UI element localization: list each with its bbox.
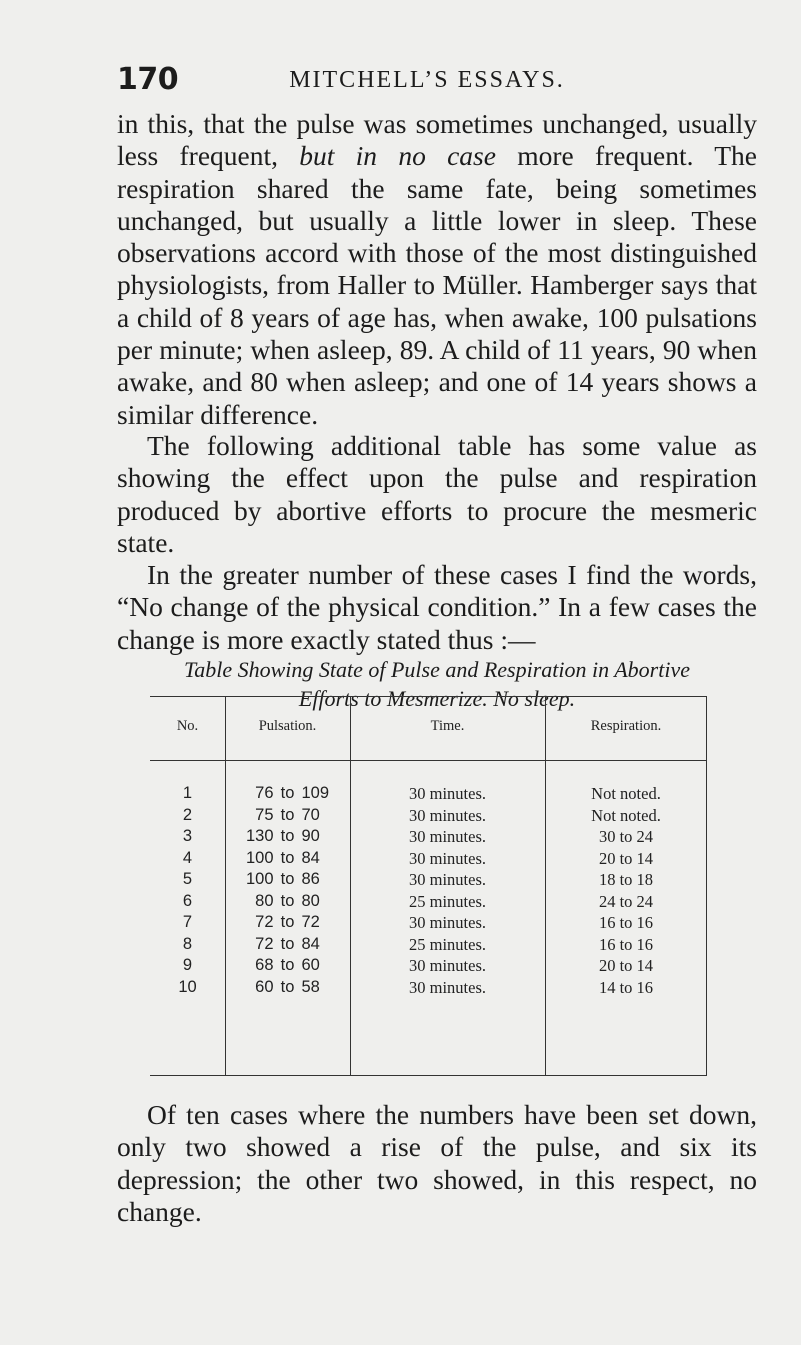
paragraph-1: [117, 108, 757, 431]
pulse-to-word: to: [280, 827, 295, 845]
table-bottom-rule: [150, 1075, 707, 1076]
pulse-from: 76: [255, 784, 274, 802]
pulse-to-word: to: [280, 977, 295, 996]
pulse-to: 58: [301, 977, 320, 996]
pulse-from: 100: [245, 870, 274, 888]
table-row: [150, 784, 707, 806]
page-header: [117, 62, 737, 102]
cell-pulsation: [225, 870, 350, 889]
page-number: 170: [117, 62, 179, 97]
cell-respiration: 14 to 16: [598, 977, 654, 997]
cell-time: 30 minutes.: [409, 956, 486, 975]
pulse-to-word: to: [280, 870, 295, 888]
p1-text-a: in this, that the pulse was sometimes unchanged, usually less frequent,: [117, 108, 757, 172]
cell-pulsation: [225, 956, 350, 975]
table-row: [150, 913, 707, 935]
cell-no: 6: [182, 891, 193, 910]
cell-respiration: 16 to 16: [598, 934, 654, 954]
cell-respiration: 20 to 14: [598, 956, 654, 975]
cell-no: 3: [182, 827, 193, 845]
cell-pulsation: [225, 978, 350, 997]
cell-pulsation: [225, 827, 350, 846]
caption-line-2: Efforts to Mesmerize. No sleep.: [298, 686, 576, 711]
table-top-rule: [150, 696, 707, 697]
cell-respiration: Not noted.: [591, 805, 661, 825]
pulse-to-word: to: [280, 956, 295, 974]
table-row: [150, 935, 707, 957]
cell-no: 9: [182, 956, 193, 974]
cell-time: 30 minutes.: [409, 805, 486, 825]
cell-time: 30 minutes.: [409, 913, 486, 932]
cell-respiration: 16 to 16: [598, 913, 654, 932]
table-body: [150, 784, 707, 999]
cell-no: 7: [182, 913, 193, 931]
pulse-from: 80: [255, 891, 274, 910]
table-row: [150, 956, 707, 978]
cell-time: 25 minutes.: [409, 891, 486, 911]
cell-time: 25 minutes.: [409, 934, 486, 954]
table-row: [150, 892, 707, 914]
cell-time: 30 minutes.: [409, 784, 486, 803]
header-respiration: Respiration.: [590, 718, 662, 734]
cell-no: 5: [182, 870, 193, 888]
pulse-to: 90: [301, 827, 320, 845]
pulse-to: 84: [301, 934, 320, 953]
pulse-to-word: to: [280, 891, 295, 910]
cell-respiration: 20 to 14: [598, 848, 654, 868]
table-row: [150, 870, 707, 892]
p2-sentence-b: In the greater number of these cases I find the words, “No change of the physical condition.” In a few cases the change is more exactly stated thus :—: [117, 559, 757, 655]
paragraph-3: [117, 1099, 757, 1228]
pulse-to: 70: [301, 805, 320, 824]
cell-time: 30 minutes.: [409, 870, 486, 889]
cell-respiration: Not noted.: [591, 784, 661, 803]
cell-pulsation: [225, 784, 350, 803]
table-row: [150, 849, 707, 871]
pulse-to: 60: [301, 956, 320, 974]
table-row: [150, 827, 707, 849]
cell-respiration: 30 to 24: [598, 827, 654, 846]
cell-pulsation: [225, 892, 350, 911]
cell-no: 4: [182, 848, 193, 867]
pulse-from: 68: [255, 956, 274, 974]
pulse-to-word: to: [280, 848, 295, 867]
pulse-to: 86: [301, 870, 320, 888]
header-pulsation: Pulsation.: [258, 718, 317, 734]
pulse-to-word: to: [280, 934, 295, 953]
p3-text: Of ten cases where the numbers have been set down, only two showed a rise of the pulse, and six its depression; the other two showed, in this respect, no change.: [117, 1099, 757, 1227]
cell-pulsation: [225, 806, 350, 825]
header-time: Time.: [430, 718, 465, 734]
cell-no: 10: [178, 977, 197, 996]
table-row: [150, 978, 707, 1000]
data-table: [150, 696, 707, 1077]
pulse-from: 75: [255, 805, 274, 824]
cell-respiration: 18 to 18: [598, 870, 654, 889]
cell-pulsation: [225, 913, 350, 932]
p2-sentence-a: The following additional table has some value as showing the effect upon the pulse and respiration produced by abortive efforts to procure the mesmeric state.: [117, 430, 757, 558]
pulse-to-word: to: [280, 784, 295, 802]
cell-no: 2: [182, 805, 193, 824]
cell-respiration: 24 to 24: [598, 891, 654, 911]
cell-no: 8: [182, 934, 193, 953]
cell-time: 30 minutes.: [409, 977, 486, 997]
cell-pulsation: [225, 849, 350, 868]
pulse-to: 109: [301, 784, 330, 802]
table-header-rule: [150, 760, 707, 761]
cell-time: 30 minutes.: [409, 848, 486, 868]
pulse-from: 100: [245, 848, 274, 867]
cell-pulsation: [225, 935, 350, 954]
table-row: [150, 806, 707, 828]
pulse-from: 60: [255, 977, 274, 996]
cell-no: 1: [182, 784, 193, 802]
cell-time: 30 minutes.: [409, 827, 486, 846]
pulse-from: 72: [255, 934, 274, 953]
paragraph-2: [117, 430, 757, 656]
p1-emphasis: but in no case: [299, 140, 496, 172]
running-head: MITCHELL’S ESSAYS.: [289, 67, 565, 93]
pulse-to: 72: [301, 913, 320, 931]
pulse-to-word: to: [280, 913, 295, 931]
pulse-to-word: to: [280, 805, 295, 824]
header-no: No.: [176, 718, 199, 734]
pulse-from: 130: [245, 827, 274, 845]
pulse-from: 72: [255, 913, 274, 931]
caption-line-1: Table Showing State of Pulse and Respiration in Abortive: [184, 657, 690, 682]
p1-text-b: more frequent. The respiration shared the same fate, being sometimes unchanged, but usually a little lower in sleep. These observations accord with those of the most distinguished physiologists, from Haller to Müller. Hamberger says that a child of 8 years of age has, when awake, 100 pulsations per minute; when asleep, 89. A child of 11 years, 90 when awake, and 80 when asleep; and one of 14 years shows a similar difference.: [117, 140, 757, 430]
pulse-to: 80: [301, 891, 320, 910]
pulse-to: 84: [301, 848, 320, 867]
